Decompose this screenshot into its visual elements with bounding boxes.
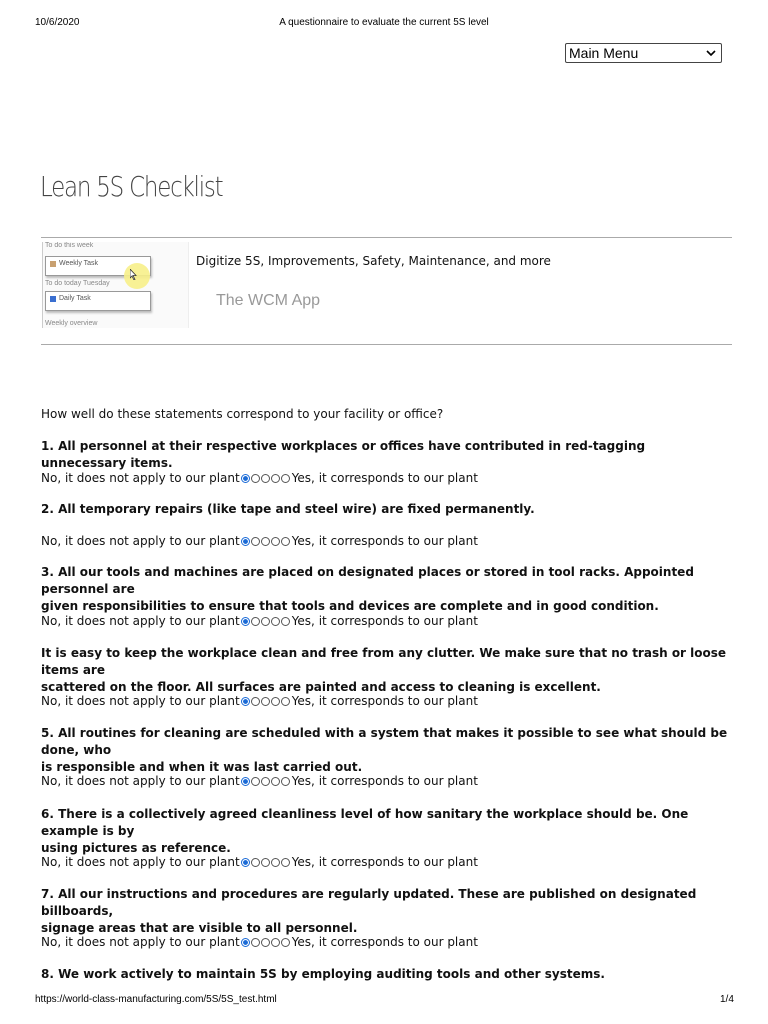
scale-low-label: No, it does not apply to our plant [41,614,240,628]
question-text: 7. All our instructions and procedures are regularly updated. These are published on designated billboards, signage areas that are visible to all personnel. [41,887,697,935]
scale-low-label: No, it does not apply to our plant [41,694,240,708]
rating-radio-2[interactable] [251,858,260,867]
rating-radio-1[interactable] [241,537,250,546]
thumbnail-week-label: To do this week [45,242,94,249]
rating-radio-3[interactable] [261,858,270,867]
thumbnail-today-label: To do today Tuesday [45,280,110,287]
thumbnail-overview-label: Weekly overview [45,320,98,327]
main-menu-selected-value: Main Menu [569,45,639,61]
thumbnail-daily-task-card [45,291,151,311]
main-menu-select[interactable] [565,43,722,63]
scale-low-label: No, it does not apply to our plant [41,935,240,949]
thumbnail-weekly-task-label: Weekly Task [59,260,99,267]
thumbnail-daily-task-label: Daily Task [59,295,91,302]
scale-high-label: Yes, it corresponds to our plant [291,614,478,628]
rating-radio-1[interactable] [241,858,250,867]
print-date: 10/6/2020 [35,17,80,28]
scale-high-label: Yes, it corresponds to our plant [291,534,478,548]
question-text: 5. All routines for cleaning are scheduled with a system that makes it possible to see what should be done, who is responsible and when it was last carried out. [41,726,728,774]
rating-radio-4[interactable] [271,474,280,483]
scale-low-label: No, it does not apply to our plant [41,855,240,869]
scale-high-label: Yes, it corresponds to our plant [291,774,478,788]
task-icon [50,261,56,267]
rating-radio-2[interactable] [251,938,260,947]
question-text: 1. All personnel at their respective workplaces or offices have contributed in red-tagging unnecessary items. [41,439,650,470]
question-text: 3. All our tools and machines are placed on designated places or stored in tool racks. Appointed personnel are given responsibilities to ensure that tools and devices are complete and in good condition. [41,565,694,613]
rating-radio-4[interactable] [271,697,280,706]
print-url: https://world-class-manufacturing.com/5S/5S_test.html [35,994,277,1005]
rating-radio-3[interactable] [261,777,270,786]
rating-radio-5[interactable] [281,858,290,867]
scale-high-label: Yes, it corresponds to our plant [291,694,478,708]
scale-low-label: No, it does not apply to our plant [41,471,240,485]
scale-high-label: Yes, it corresponds to our plant [291,935,478,949]
rating-radio-3[interactable] [261,474,270,483]
divider-bottom [41,344,732,345]
rating-radio-2[interactable] [251,474,260,483]
rating-scale [41,613,478,629]
rating-radio-4[interactable] [271,858,280,867]
rating-radio-2[interactable] [251,617,260,626]
cursor-icon [130,269,138,283]
question-text: 2. All temporary repairs (like tape and steel wire) are fixed permanently. [41,502,535,516]
wcm-app-thumbnail[interactable] [42,242,189,328]
question-text: It is easy to keep the workplace clean and free from any clutter. We make sure that no trash or loose items are scattered on the floor. All surfaces are painted and access to cleaning is excellent. [41,646,727,694]
thumbnail-border [42,242,43,328]
promo-tagline: Digitize 5S, Improvements, Safety, Maintenance, and more [196,254,551,268]
rating-scale [41,470,478,486]
question-text: 6. There is a collectively agreed cleanliness level of how sanitary the workplace should be. One example is by using pictures as reference. [41,807,689,855]
rating-radio-3[interactable] [261,617,270,626]
rating-radio-3[interactable] [261,938,270,947]
rating-radio-4[interactable] [271,777,280,786]
rating-scale [41,773,478,789]
rating-radio-5[interactable] [281,697,290,706]
print-page-title: A questionnaire to evaluate the current 5S level [279,17,489,28]
rating-scale [41,854,478,870]
scale-high-label: Yes, it corresponds to our plant [291,471,478,485]
rating-radio-2[interactable] [251,537,260,546]
rating-radio-2[interactable] [251,697,260,706]
rating-radio-4[interactable] [271,617,280,626]
chevron-down-icon [706,44,716,68]
rating-radio-1[interactable] [241,938,250,947]
scale-high-label: Yes, it corresponds to our plant [291,855,478,869]
scale-low-label: No, it does not apply to our plant [41,534,240,548]
rating-radio-1[interactable] [241,697,250,706]
task-icon [50,296,56,302]
wcm-app-link[interactable]: The WCM App [216,292,321,309]
rating-radio-2[interactable] [251,777,260,786]
rating-radio-3[interactable] [261,537,270,546]
rating-scale [41,693,478,709]
rating-radio-5[interactable] [281,617,290,626]
rating-radio-5[interactable] [281,474,290,483]
rating-radio-1[interactable] [241,777,250,786]
rating-scale [41,533,478,549]
questionnaire-intro: How well do these statements correspond to your facility or office? [41,407,444,421]
rating-radio-1[interactable] [241,617,250,626]
question-text: 8. We work actively to maintain 5S by employing auditing tools and other systems. [41,967,605,981]
page-title: Lean 5S Checklist [40,170,223,203]
rating-radio-1[interactable] [241,474,250,483]
scale-low-label: No, it does not apply to our plant [41,774,240,788]
print-page-number: 1/4 [720,994,734,1005]
rating-scale [41,934,478,950]
rating-radio-5[interactable] [281,777,290,786]
rating-radio-4[interactable] [271,938,280,947]
rating-radio-5[interactable] [281,938,290,947]
rating-radio-5[interactable] [281,537,290,546]
rating-radio-3[interactable] [261,697,270,706]
divider-top [41,237,732,238]
rating-radio-4[interactable] [271,537,280,546]
